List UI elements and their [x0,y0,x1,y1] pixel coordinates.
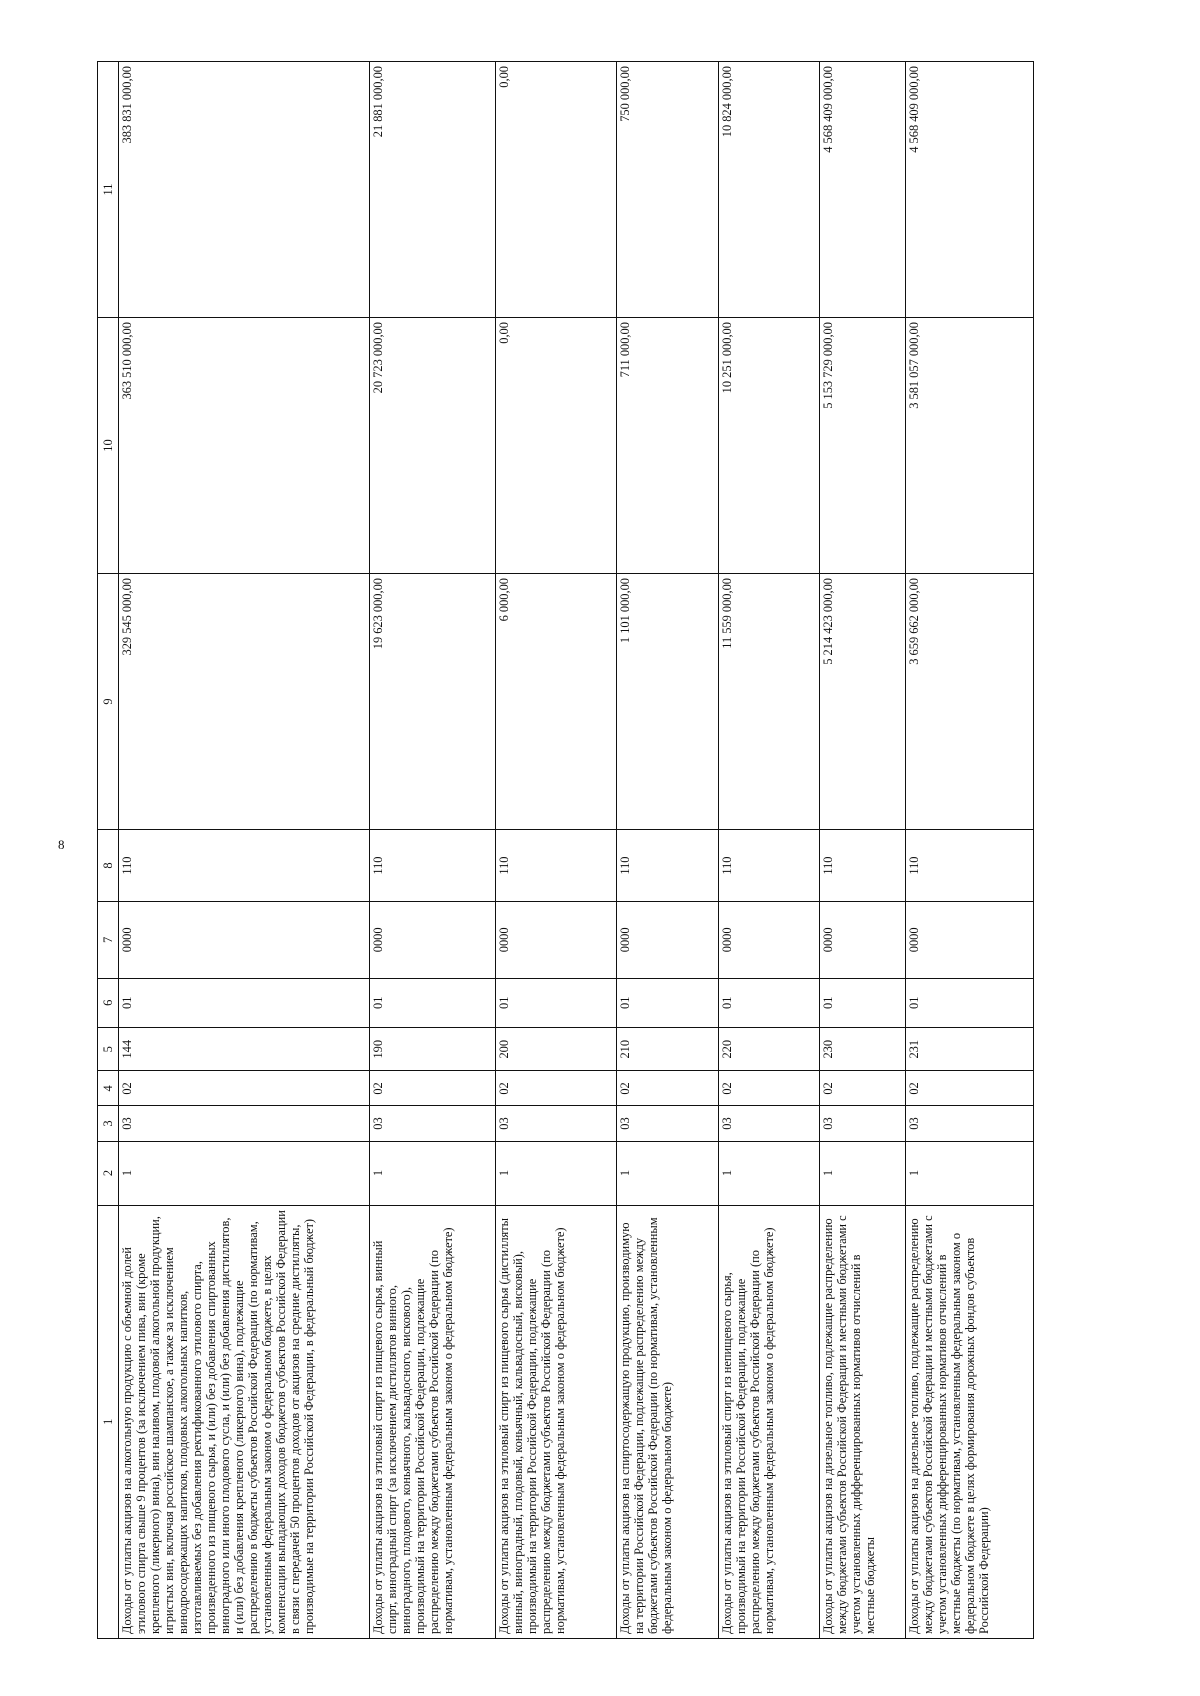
row-description: Доходы от уплаты акцизов на спиртосодержащую продукцию, производимую на территории Российской Федерации, подлежащие распределению между бюджетами субъектов Российской Федерации (по нормативам, установленным федеральным законом о федеральном бюджете) [617,1205,719,1638]
cell-col-2: 1 [617,1141,719,1205]
cell-col-10: 20 723 000,00 [369,318,495,574]
cell-col-10: 10 251 000,00 [718,318,820,574]
table-row [496,62,617,1639]
cell-col-6: 01 [906,978,1034,1028]
cell-col-5: 220 [718,1028,820,1071]
cell-col-3: 03 [906,1106,1034,1141]
header-col-3: 3 [98,1106,119,1141]
cell-col-5: 210 [617,1028,719,1071]
cell-col-4: 02 [119,1071,370,1106]
cell-col-10: 5 153 729 000,00 [820,318,906,574]
cell-col-4: 02 [369,1071,495,1106]
cell-col-10: 0,00 [496,318,617,574]
cell-col-6: 01 [617,978,719,1028]
cell-col-5: 231 [906,1028,1034,1071]
cell-col-11: 21 881 000,00 [369,62,495,318]
cell-col-5: 200 [496,1028,617,1071]
cell-col-8: 110 [906,829,1034,901]
cell-col-2: 1 [496,1141,617,1205]
cell-col-7: 0000 [617,902,719,978]
cell-col-2: 1 [119,1141,370,1205]
header-col-5: 5 [98,1028,119,1071]
cell-col-7: 0000 [820,902,906,978]
cell-col-9: 1 101 000,00 [617,574,719,830]
row-description: Доходы от уплаты акцизов на алкогольную продукцию с объемной долей этилового спирта свыше 9 процентов (за исключением пива, вин (кроме крепленого (ликерного) вина), вин наливом, плодовой алкогольной продукции, игристых вин, включая российское шампанское, а также за исключением винодросодержащих напитков, плодовых алкогольных напитков, изготавливаемых без добавления ректификованного этилового спирта, произведенного из пищевого сырья, и (или) без добавления спиртованных виноградного или иного плодового сусла, и (или) без добавления дистиллятов, и (или) без добавления крепленого (ликерного) вина), подлежащие распределению в бюджеты субъектов Российской Федерации (по нормативам, установленным федеральным законом о федеральном бюджете, в целях компенсации выпадающих доходов бюджетов субъектов Российской Федерации в связи с передачей 50 процентов доходов от акцизов на средние дистилляты, производимые на территории Российской Федерации, в федеральный бюджет) [119,1205,370,1638]
table-row [906,62,1034,1639]
cell-col-11: 750 000,00 [617,62,719,318]
cell-col-8: 110 [496,829,617,901]
cell-col-10: 3 581 057 000,00 [906,318,1034,574]
cell-col-8: 110 [369,829,495,901]
cell-col-3: 03 [617,1106,719,1141]
cell-col-4: 02 [496,1071,617,1106]
cell-col-7: 0000 [496,902,617,978]
cell-col-4: 02 [718,1071,820,1106]
cell-col-9: 5 214 423 000,00 [820,574,906,830]
header-col-9: 9 [98,574,119,830]
cell-col-10: 711 000,00 [617,318,719,574]
cell-col-2: 1 [820,1141,906,1205]
row-description: Доходы от уплаты акцизов на этиловый спирт из непищевого сырья, производимый на территории Российской Федерации, подлежащие распределению между бюджетами субъектов Российской Федерации (по нормативам, установленным федеральным законом о федеральном бюджете) [718,1205,820,1638]
row-description: Доходы от уплаты акцизов на дизельное топливо, подлежащие распределению между бюджетами субъектов Российской Федерации и местными бюджетами с учетом установленных дифференцированных нормативов отчислений в местные бюджеты (по нормативам, установленным федеральным законом о федеральном бюджете в целях формирования дорожных фондов субъектов Российской Федерации) [906,1205,1034,1638]
cell-col-5: 144 [119,1028,370,1071]
cell-col-3: 03 [369,1106,495,1141]
cell-col-7: 0000 [119,902,370,978]
cell-col-9: 3 659 662 000,00 [906,574,1034,830]
cell-col-11: 10 824 000,00 [718,62,820,318]
cell-col-7: 0000 [718,902,820,978]
header-col-4: 4 [98,1071,119,1106]
cell-col-9: 11 559 000,00 [718,574,820,830]
cell-col-11: 0,00 [496,62,617,318]
cell-col-6: 01 [718,978,820,1028]
cell-col-4: 02 [617,1071,719,1106]
table-row [617,62,719,1639]
cell-col-11: 4 568 409 000,00 [820,62,906,318]
header-col-11: 11 [98,62,119,318]
cell-col-2: 1 [718,1141,820,1205]
cell-col-2: 1 [906,1141,1034,1205]
cell-col-9: 6 000,00 [496,574,617,830]
header-col-1: 1 [98,1205,119,1638]
table-row [820,62,906,1639]
cell-col-3: 03 [820,1106,906,1141]
cell-col-5: 230 [820,1028,906,1071]
table-row [119,62,370,1639]
cell-col-9: 329 545 000,00 [119,574,370,830]
cell-col-7: 0000 [369,902,495,978]
cell-col-3: 03 [496,1106,617,1141]
cell-col-4: 02 [906,1071,1034,1106]
page-number: 8 [58,837,65,852]
cell-col-6: 01 [369,978,495,1028]
cell-col-9: 19 623 000,00 [369,574,495,830]
cell-col-8: 110 [617,829,719,901]
cell-col-8: 110 [718,829,820,901]
document-page-rotated [97,61,1034,1639]
table-row [718,62,820,1639]
budget-revenue-table [97,61,1034,1639]
cell-col-5: 190 [369,1028,495,1071]
table-row [369,62,495,1639]
cell-col-8: 110 [820,829,906,901]
row-description: Доходы от уплаты акцизов на дизельное топливо, подлежащие распределению между бюджетами субъектов Российской Федерации и местными бюджетами с учетом установленных дифференцированных нормативов отчислений в местные бюджеты [820,1205,906,1638]
row-description: Доходы от уплаты акцизов на этиловый спирт из пищевого сырья (дистилляты винный, виноградный, плодовый, коньячный, кальвадосный, висковый), производимый на территории Российской Федерации, подлежащие распределению между бюджетами субъектов Российской Федерации (по нормативам, установленным федеральным законом о федеральном бюджете) [496,1205,617,1638]
cell-col-2: 1 [369,1141,495,1205]
header-col-10: 10 [98,318,119,574]
header-col-8: 8 [98,829,119,901]
cell-col-11: 4 568 409 000,00 [906,62,1034,318]
cell-col-6: 01 [119,978,370,1028]
header-row [98,62,119,1639]
cell-col-7: 0000 [906,902,1034,978]
cell-col-4: 02 [820,1071,906,1106]
header-col-7: 7 [98,902,119,978]
cell-col-11: 383 831 000,00 [119,62,370,318]
cell-col-10: 363 510 000,00 [119,318,370,574]
row-description: Доходы от уплаты акцизов на этиловый спирт из пищевого сырья, винный спирт, виноградный спирт (за исключением дистиллятов винного, виноградного, плодового, коньячного, кальвадосного, вискового), производимый на территории Российской Федерации, подлежащие распределению между бюджетами субъектов Российской Федерации (по нормативам, установленным федеральным законом о федеральном бюджете) [369,1205,495,1638]
cell-col-3: 03 [718,1106,820,1141]
cell-col-8: 110 [119,829,370,901]
cell-col-6: 01 [820,978,906,1028]
header-col-2: 2 [98,1141,119,1205]
header-col-6: 6 [98,978,119,1028]
cell-col-6: 01 [496,978,617,1028]
cell-col-3: 03 [119,1106,370,1141]
